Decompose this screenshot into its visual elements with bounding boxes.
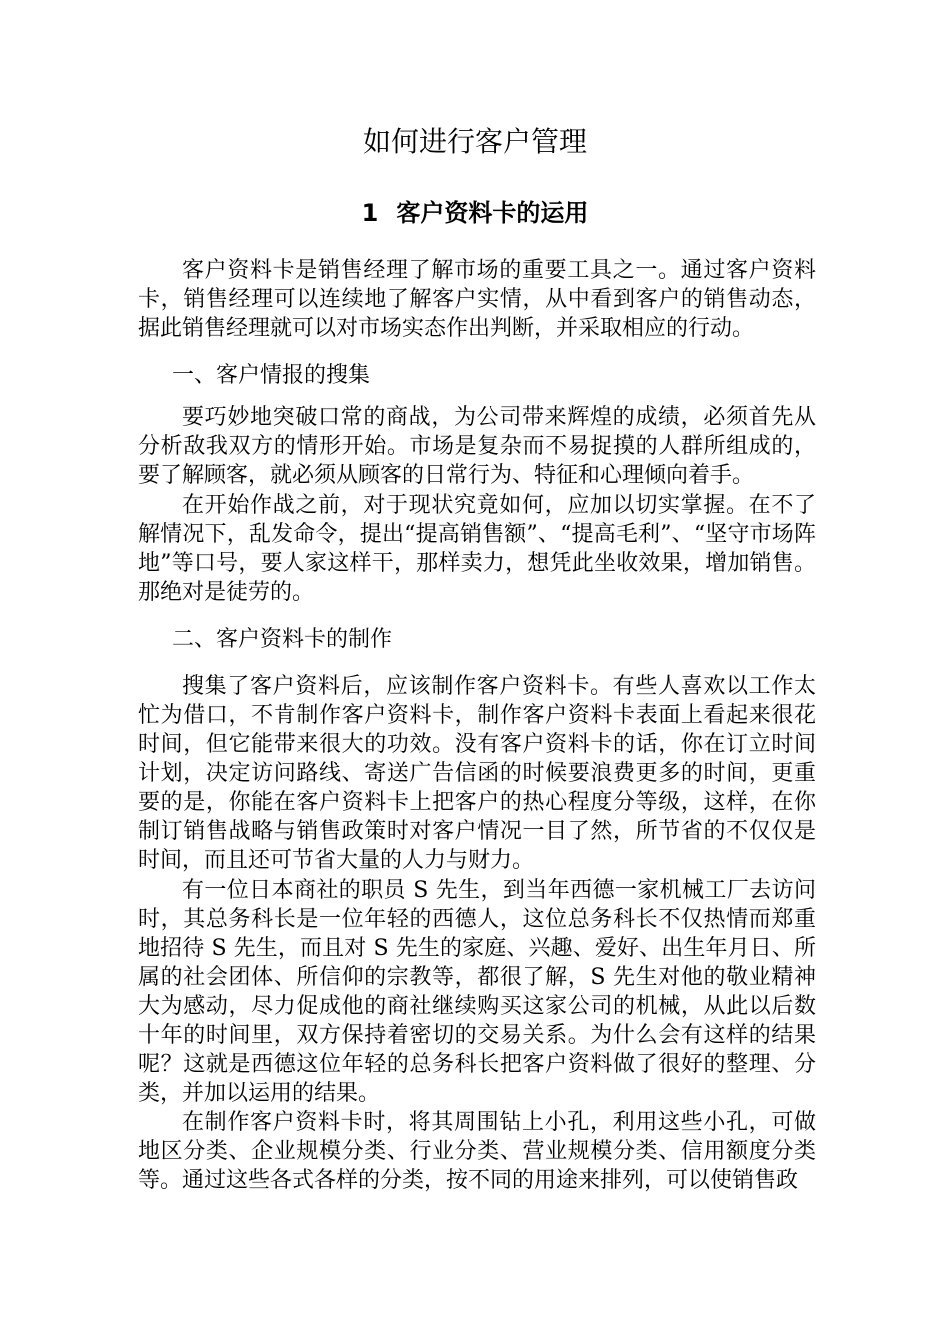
chapter-number: 1: [361, 199, 379, 227]
chapter-title: 客户资料卡的运用: [396, 199, 589, 227]
section2-paragraph-3: 在制作客户资料卡时，将其周围钻上小孔，利用这些小孔，可做地区分类、企业规模分类、行业分类、营业规模分类、信用额度分类等。通过这些各式各样的分类，按不同的用途来排列，可以使销售政: [138, 1110, 816, 1193]
section2-paragraph-1: 搜集了客户资料后，应该制作客户资料卡。有些人喜欢以工作太忙为借口，不肯制作客户资料卡，制作客户资料卡表面上看起来很花时间，但它能带来很大的功效。没有客户资料卡的话，你在订立时间计划，决定访问路线、寄送广告信函的时候要浪费更多的时间，更重要的是，你能在客户资料卡上把客户的热心程度分等级，这样，在你制订销售战略与销售政策时对客户情况一目了然，所节省的不仅仅是时间，而且还可节省大量的人力与财力。: [138, 674, 816, 873]
document-title: 如何进行客户管理: [362, 125, 587, 158]
section-heading-card-making: 二、客户资料卡的制作: [172, 627, 393, 652]
section1-paragraph-2: 在开始作战之前，对于现状究竟如何，应加以切实掌握。在不了解情况下，乱发命令，提出“提高销售额”、“提高毛利”、“坚守市场阵地”等口号，要人家这样干，那样卖力，想凭此坐收效果，增加销售。那绝对是徒劳的。: [138, 493, 816, 605]
intro-paragraph: 客户资料卡是销售经理了解市场的重要工具之一。通过客户资料卡，销售经理可以连续地了解客户实情，从中看到客户的销售动态，据此销售经理就可以对市场实态作出判断，并采取相应的行动。: [138, 258, 816, 341]
section1-paragraph-1: 要巧妙地突破口常的商战，为公司带来辉煌的成绩，必须首先从分析敌我双方的情形开始。市场是复杂而不易捉摸的人群所组成的，要了解顾客，就必须从顾客的日常行为、特征和心理倾向着手。: [138, 405, 816, 488]
chapter-heading: [0, 195, 950, 231]
section2-paragraph-2: 有一位日本商社的职员 S 先生，到当年西德一家机械工厂去访问时，其总务科长是一位年轻的西德人，这位总务科长不仅热情而郑重地招待 S 先生，而且对 S 先生的家庭、兴趣、爱好、出生年月日、所属的社会团体、所信仰的宗教等，都很了解，S 先生对他的敬业精神大为感动，尽力促成他的商社继续购买这家公司的机械，从此以后数十年的时间里，双方保持着密切的交易关系。为什么会有这样的结果呢？这就是西德这位年轻的总务科长把客户资料做了很好的整理、分类，并加以运用的结果。: [138, 878, 816, 1106]
section-heading-info-collection: 一、客户情报的搜集: [172, 363, 371, 388]
